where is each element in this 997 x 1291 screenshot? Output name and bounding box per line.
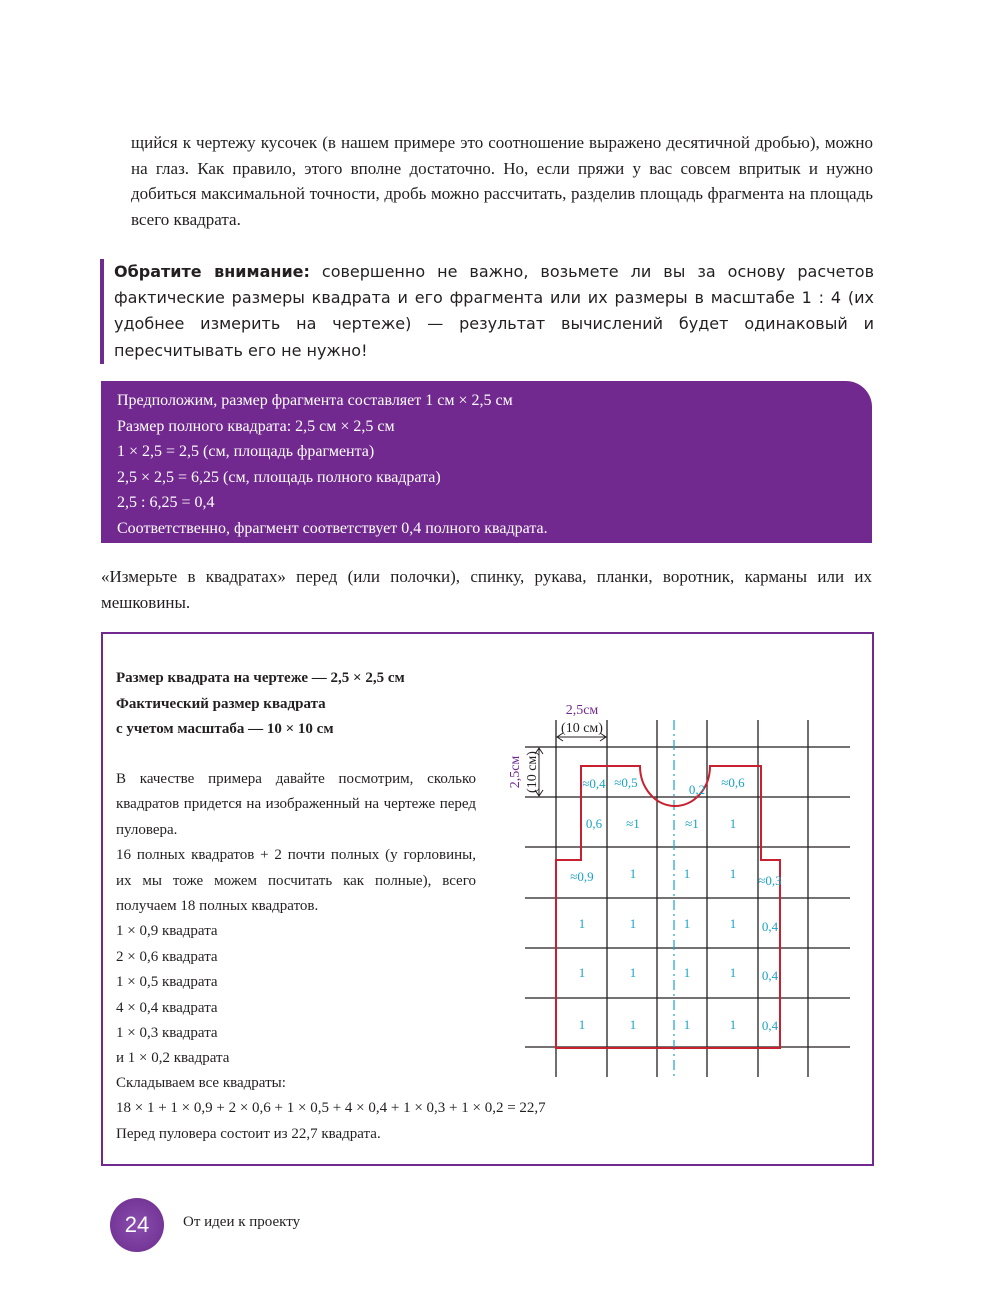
calc-line: 1 × 2,5 = 2,5 (см, площадь фрагмента) (117, 443, 375, 461)
pullover-front-grid-diagram (505, 690, 855, 1080)
example-list-item: 2 × 0,6 квадрата (116, 948, 218, 965)
cell-label: 1 (683, 866, 691, 881)
cell-label: 1 (683, 1017, 691, 1032)
sum-label: Складываем все квадраты: (116, 1075, 286, 1091)
calc-line: Соответственно, фрагмент соответствует 0,4 полного квадрата. (117, 519, 548, 537)
cell-label: 1 (629, 866, 637, 881)
cell-label: 1 (683, 916, 691, 931)
cell-label: ≈0,4 (582, 776, 606, 791)
cell-label: 1 (578, 916, 586, 931)
cell-label: 1 (629, 965, 637, 980)
dim-top-sublabel: (10 см) (561, 721, 603, 736)
cell-label: 1 (729, 866, 737, 881)
example-list-item: 1 × 0,5 квадрата (116, 974, 218, 991)
cell-label: 1 (729, 916, 737, 931)
example-list-item: и 1 × 0,2 квадрата (116, 1050, 230, 1067)
calc-line: 2,5 : 6,25 = 0,4 (117, 494, 215, 512)
example-paragraph-1: В качестве примера давайте посмотрим, сколько квадратов придется на изображенный на чертеже перед пуловера. (116, 771, 476, 838)
cell-label: 1 (683, 965, 691, 980)
example-heading-line: Фактический размер квадрата (116, 695, 326, 712)
cell-label: 1 (629, 916, 637, 931)
example-heading-line: с учетом масштаба — 10 × 10 см (116, 721, 334, 737)
calculation-box (101, 381, 872, 543)
cell-label: 1 (729, 1017, 737, 1032)
cell-label: 0,4 (761, 968, 779, 983)
cell-label: ≈0,6 (721, 775, 745, 790)
calc-line: 2,5 × 2,5 = 6,25 (см, площадь полного квадрата) (117, 468, 441, 486)
sum-result: Перед пуловера состоит из 22,7 квадрата. (116, 1125, 381, 1142)
footer-section-title: От идеи к проекту (183, 1214, 301, 1230)
cell-label: ≈1 (626, 816, 640, 831)
cell-label: 1 (578, 965, 586, 980)
example-sum (116, 1071, 716, 1147)
cell-label: ≈0,9 (570, 869, 594, 884)
cell-label: ≈1 (685, 816, 699, 831)
cell-label: 1 (578, 1017, 586, 1032)
cell-label: ≈0,3 (758, 873, 782, 888)
cell-label: 0,2 (688, 782, 706, 797)
cell-label: 1 (729, 965, 737, 980)
example-list-item: 1 × 0,3 квадрата (116, 1025, 218, 1042)
example-heading (116, 666, 446, 743)
calc-line: Размер полного квадрата: 2,5 см × 2,5 см (117, 417, 395, 435)
cell-label: ≈0,5 (614, 775, 638, 790)
example-list-item: 4 × 0,4 квадрата (116, 999, 218, 1016)
cell-label: 1 (729, 816, 737, 831)
example-heading-line: Размер квадрата на чертеже — 2,5 × 2,5 см (116, 670, 405, 686)
sum-formula: 18 × 1 + 1 × 0,9 + 2 × 0,6 + 1 × 0,5 + 4 × 0,4 + 1 × 0,3 + 1 × 0,2 = 22,7 (116, 1100, 546, 1117)
example-paragraph-2: 16 полных квадратов + 2 почти полных (у горловины, их мы тоже можем посчитать как полные), всего получаем 18 полных квадратов. (116, 847, 476, 915)
cell-label: 1 (629, 1017, 637, 1032)
cell-label: 0,4 (761, 919, 779, 934)
attention-note-text: совершенно не важно, возьмете ли вы за основу расчетов фактические размеры квадрата и его фрагмента или их размеры в масштабе 1 : 4 (их удобнее измерить на чертеже) — результат вычислений будет одинаковый и пересчитывать его не нужно! (114, 262, 874, 360)
dim-top-label: 2,5см (565, 703, 599, 718)
cell-label: 0,4 (761, 1018, 779, 1033)
calc-line: Предположим, размер фрагмента составляет 1 см × 2,5 см (117, 392, 513, 409)
example-body (116, 767, 476, 1072)
attention-note (100, 259, 874, 364)
example-list-item: 1 × 0,9 квадрата (116, 923, 218, 940)
measure-paragraph: «Измерьте в квадратах» перед (или полочки), спинку, рукава, планки, воротник, карманы или их мешковины. (101, 567, 872, 612)
intro-paragraph: щийся к чертежу кусочек (в нашем примере это соотношение выражено десятичной дробью), можно на глаз. Как правило, этого вполне достаточно. Но, если пряжи у вас совсем впритык и нужно добиться максимальной точности, дробь можно рассчитать, разделив площадь фрагмента на площадь всего квадрата. (131, 133, 873, 229)
pullover-outline (556, 766, 780, 1048)
dim-left-label: 2,5см (508, 755, 523, 789)
page-number: 24 (110, 1198, 164, 1252)
dim-left-sublabel: (10 см) (525, 751, 540, 793)
attention-note-label: Обратите внимание: (114, 262, 310, 281)
cell-label: 0,6 (585, 816, 603, 831)
